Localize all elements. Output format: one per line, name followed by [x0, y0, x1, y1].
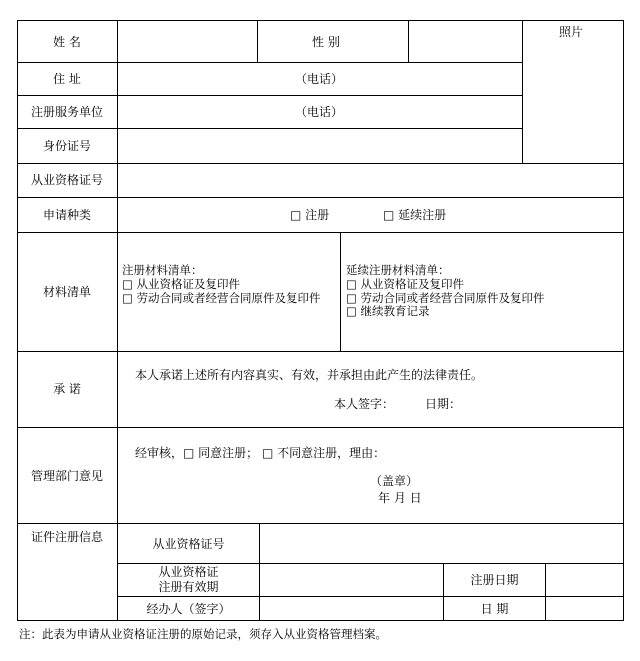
- handler-field[interactable]: [260, 597, 443, 620]
- register-material-item[interactable]: □ 从业资格证及复印件: [122, 276, 241, 291]
- apply-type-label: 申请种类: [42, 208, 91, 222]
- opinion-label: 管理部门意见: [30, 469, 103, 483]
- name-label: 姓 名: [53, 35, 81, 49]
- cert-field[interactable]: [118, 164, 623, 197]
- employer-label: 注册服务单位: [30, 105, 103, 119]
- opinion-seal: （盖章）: [370, 474, 419, 488]
- validity-label-1: 从业资格证: [158, 565, 219, 579]
- renew-materials-title: 延续注册材料清单：: [346, 263, 450, 277]
- pledge-label: 承 诺: [53, 382, 81, 396]
- register-material-item[interactable]: □ 劳动合同或者经营合同原件及复印件: [122, 290, 321, 305]
- handler-label: 经办人（签字）: [146, 602, 231, 616]
- reg-date-label: 注册日期: [470, 573, 519, 587]
- footnote: 注：此表为申请从业资格证注册的原始记录，须存入从业资格管理档案。: [19, 627, 387, 641]
- materials-label: 材料清单: [42, 285, 91, 299]
- date-field[interactable]: [546, 597, 623, 620]
- reg-date-field[interactable]: [546, 564, 623, 596]
- pledge-text: 本人承诺上述所有内容真实、有效，并承担由此产生的法律责任。: [135, 368, 484, 382]
- address-label: 住 址: [53, 72, 81, 86]
- id-field[interactable]: [118, 129, 522, 163]
- date-label: 日 期: [480, 602, 509, 616]
- address-field[interactable]: [118, 63, 522, 95]
- renew-material-item[interactable]: □ 劳动合同或者经营合同原件及复印件: [346, 290, 545, 305]
- apply-register-checkbox[interactable]: □ 注册: [290, 208, 330, 222]
- employer-field[interactable]: [118, 96, 522, 128]
- photo-label: 照片: [559, 25, 584, 39]
- cert-label: 从业资格证号: [30, 173, 103, 187]
- register-materials: [122, 264, 336, 305]
- id-label: 身份证号: [42, 139, 91, 153]
- address-phone: （电话）: [295, 72, 344, 86]
- validity-label-2: 注册有效期: [158, 580, 219, 594]
- cert-info-label: 证件注册信息: [30, 530, 103, 544]
- renew-materials: [346, 264, 621, 319]
- cert-no-field[interactable]: [260, 524, 623, 563]
- name-field[interactable]: [118, 21, 257, 62]
- register-materials-title: 注册材料清单：: [122, 263, 203, 277]
- gender-field[interactable]: [409, 21, 522, 62]
- validity-field[interactable]: [260, 564, 443, 596]
- employer-phone: （电话）: [295, 105, 344, 119]
- pledge-date-label: 日期：: [425, 397, 462, 411]
- gender-label: 性 别: [312, 35, 340, 49]
- pledge-signature-label: 本人签字：: [334, 397, 395, 411]
- renew-material-item[interactable]: □ 继续教育记录: [346, 304, 430, 319]
- renew-material-item[interactable]: □ 从业资格证及复印件: [346, 276, 465, 291]
- opinion-date: 年 月 日: [378, 491, 422, 505]
- opinion-text[interactable]: 经审核，□ 同意注册； □ 不同意注册，理由：: [135, 446, 386, 460]
- photo-box[interactable]: [523, 21, 623, 163]
- cert-no-label: 从业资格证号: [152, 537, 225, 551]
- apply-renew-checkbox[interactable]: □ 延续注册: [383, 208, 447, 222]
